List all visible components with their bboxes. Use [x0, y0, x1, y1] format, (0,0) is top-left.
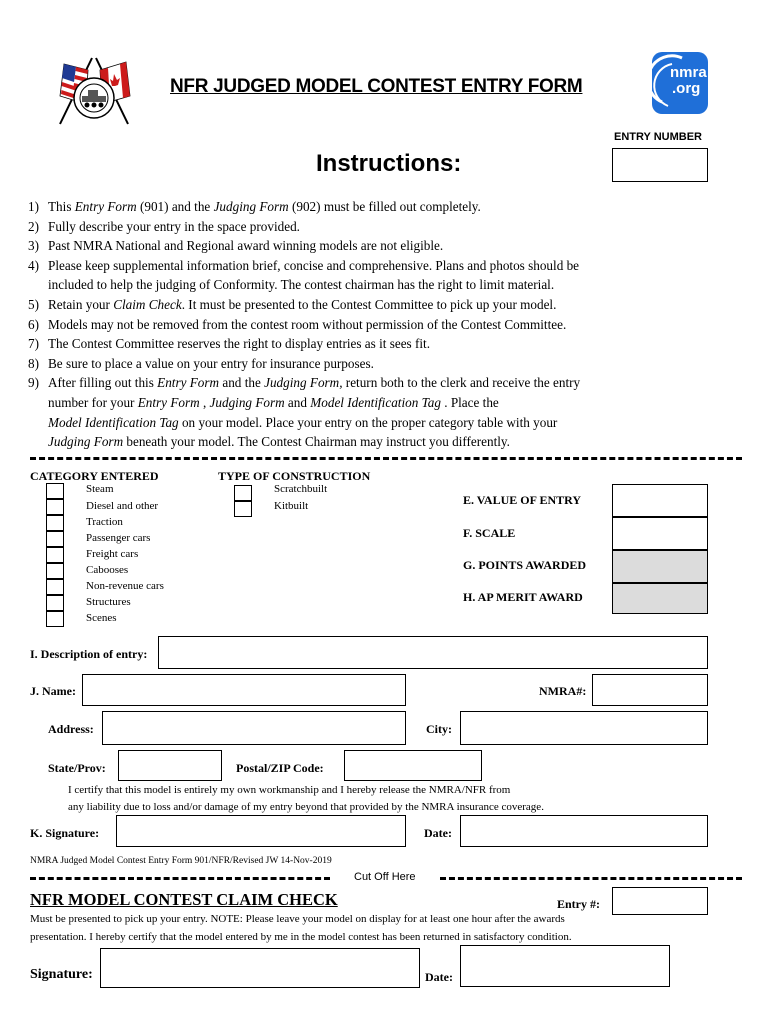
instruction-line: [28, 356, 374, 372]
nmra-logo-org: .org: [672, 80, 701, 97]
instruction-line: [28, 277, 554, 293]
nmra-logo: [652, 52, 708, 114]
instruction-number: 9): [28, 375, 39, 391]
category-checkbox[interactable]: [46, 579, 64, 595]
category-label: CATEGORY ENTERED: [30, 469, 159, 483]
crossed-flags-icon: [52, 52, 136, 128]
instruction-text: This Entry Form (901) and the Judging Form (902) must be filled out completely.: [48, 199, 481, 214]
instruction-text: Retain your Claim Check. It must be presented to the Contest Committee to pick up your model.: [48, 297, 557, 312]
address-field[interactable]: [102, 711, 406, 745]
claim-date-label: Date:: [425, 970, 453, 984]
city-field[interactable]: [460, 711, 708, 745]
address-label: Address:: [48, 722, 94, 736]
state-label: State/Prov:: [48, 761, 106, 775]
description-label: I. Description of entry:: [30, 647, 148, 661]
claim-text-line-2: presentation. I hereby certify that the model entered by me in the model contest has been returned in satisfactory condition.: [30, 931, 572, 943]
instruction-text: The Contest Committee reserves the right to display entries as it sees fit.: [48, 336, 430, 352]
nmra-number-field[interactable]: [592, 674, 708, 706]
merit-label: H. AP MERIT AWARD: [463, 590, 583, 604]
instruction-line: [28, 336, 430, 352]
instruction-line: [28, 258, 579, 274]
category-checkbox[interactable]: [46, 499, 64, 515]
instruction-line: [28, 434, 510, 450]
instruction-line: [28, 199, 481, 215]
points-label: G. POINTS AWARDED: [463, 558, 587, 572]
instruction-line: [28, 297, 556, 313]
instruction-text: Judging Form beneath your model. The Contest Chairman may instruct you differently.: [48, 434, 510, 450]
instruction-number: 2): [28, 218, 39, 234]
nfr-emblem: [52, 52, 136, 128]
instruction-text: number for your Entry Form , Judging Form and Model Identification Tag . Place the: [48, 395, 499, 410]
state-field[interactable]: [118, 750, 222, 781]
instruction-text: included to help the judging of Conformity. The contest chairman has the right to limit material.: [48, 277, 555, 293]
claim-date-field[interactable]: [460, 945, 670, 987]
date-field[interactable]: [460, 815, 708, 847]
category-checkbox[interactable]: [46, 483, 64, 499]
instruction-number: 1): [28, 199, 39, 214]
certify-line-2: any liability due to loss and/or damage of my entry beyond that provided by the NMRA insurance coverage.: [68, 801, 544, 813]
cut-line-right: [440, 877, 742, 880]
scale-label: F. SCALE: [463, 526, 516, 540]
instruction-text: Fully describe your entry in the space provided.: [48, 218, 300, 234]
construction-option-label: Scratchbuilt: [274, 483, 328, 495]
instruction-text: Please keep supplemental information brief, concise and comprehensive. Plans and photos should be: [48, 257, 580, 273]
claim-entry-label: Entry #:: [557, 897, 600, 911]
revision-note: NMRA Judged Model Contest Entry Form 901/NFR/Revised JW 14-Nov-2019: [30, 856, 332, 866]
name-field[interactable]: [82, 674, 406, 706]
category-checkbox[interactable]: [46, 515, 64, 531]
category-checkbox[interactable]: [46, 595, 64, 611]
city-label: City:: [426, 722, 452, 736]
construction-checkbox[interactable]: [234, 485, 252, 501]
instruction-text: Be sure to place a value on your entry for insurance purposes.: [48, 355, 374, 371]
merit-field: [612, 583, 708, 614]
instruction-text: Past NMRA National and Regional award winning models are not eligible.: [48, 238, 444, 254]
claim-signature-field[interactable]: [100, 948, 420, 988]
entry-number-field[interactable]: [612, 148, 708, 182]
instruction-line: [28, 238, 443, 254]
certify-line-1: I certify that this model is entirely my own workmanship and I hereby release the NMRA/NFR from: [68, 784, 511, 796]
category-checkbox[interactable]: [46, 563, 64, 579]
category-option-label: Cabooses: [86, 564, 129, 576]
claim-entry-field[interactable]: [612, 887, 708, 915]
instructions-heading: Instructions:: [316, 150, 462, 177]
construction-option-label: Kitbuilt: [274, 500, 309, 512]
nmra-number-label: NMRA#:: [539, 684, 587, 698]
postal-label: Postal/ZIP Code:: [236, 761, 324, 775]
cut-line-left: [30, 877, 330, 880]
instruction-number: 6): [28, 316, 39, 332]
category-option-label: Passenger cars: [86, 532, 151, 544]
instruction-text: Model Identification Tag on your model. Place your entry on the proper category table with your: [48, 414, 558, 430]
category-checkbox[interactable]: [46, 611, 64, 627]
category-option-label: Scenes: [86, 612, 117, 624]
name-label: J. Name:: [30, 684, 76, 698]
nmra-logo-text: nmra: [670, 64, 707, 81]
instruction-text: After filling out this Entry Form and the Judging Form, return both to the clerk and receive the entry: [48, 375, 581, 391]
signature-label: K. Signature:: [30, 826, 100, 840]
value-label: E. VALUE OF ENTRY: [463, 493, 582, 507]
instruction-line: [28, 415, 557, 431]
signature-field[interactable]: [116, 815, 406, 847]
instruction-number: 4): [28, 257, 39, 273]
instruction-number: 5): [28, 297, 39, 312]
claim-text-line-1: Must be presented to pick up your entry. NOTE: Please leave your model on display for at least one hour after the awards: [30, 913, 565, 925]
description-field[interactable]: [158, 636, 708, 669]
instruction-line: [28, 317, 566, 333]
value-field[interactable]: [612, 484, 708, 517]
instruction-number: 3): [28, 238, 39, 254]
scale-field[interactable]: [612, 517, 708, 550]
claim-title: NFR MODEL CONTEST CLAIM CHECK: [30, 890, 338, 909]
instruction-number: 7): [28, 336, 39, 352]
instruction-number: 8): [28, 355, 39, 371]
date-label: Date:: [424, 826, 452, 840]
postal-field[interactable]: [344, 750, 482, 781]
category-option-label: Diesel and other: [86, 500, 159, 512]
category-option-label: Traction: [86, 516, 123, 528]
instruction-line: [28, 375, 580, 391]
category-checkbox[interactable]: [46, 547, 64, 563]
entry-number-label: ENTRY NUMBER: [614, 131, 703, 143]
divider-top: [30, 457, 742, 460]
category-option-label: Non-revenue cars: [86, 580, 164, 592]
points-field: [612, 550, 708, 583]
instruction-text: Models may not be removed from the contest room without permission of the Contest Committee.: [48, 316, 567, 332]
construction-label: TYPE OF CONSTRUCTION: [218, 469, 371, 483]
category-option-label: Steam: [86, 483, 114, 495]
instruction-line: [28, 219, 300, 235]
category-option-label: Freight cars: [86, 548, 139, 560]
cut-off-label: Cut Off Here: [354, 871, 416, 883]
category-option-label: Structures: [86, 596, 131, 608]
category-checkbox[interactable]: [46, 531, 64, 547]
instruction-line: [28, 395, 499, 411]
form-title: NFR JUDGED MODEL CONTEST ENTRY FORM: [170, 76, 583, 97]
claim-signature-label: Signature:: [30, 967, 93, 982]
construction-checkbox[interactable]: [234, 501, 252, 517]
